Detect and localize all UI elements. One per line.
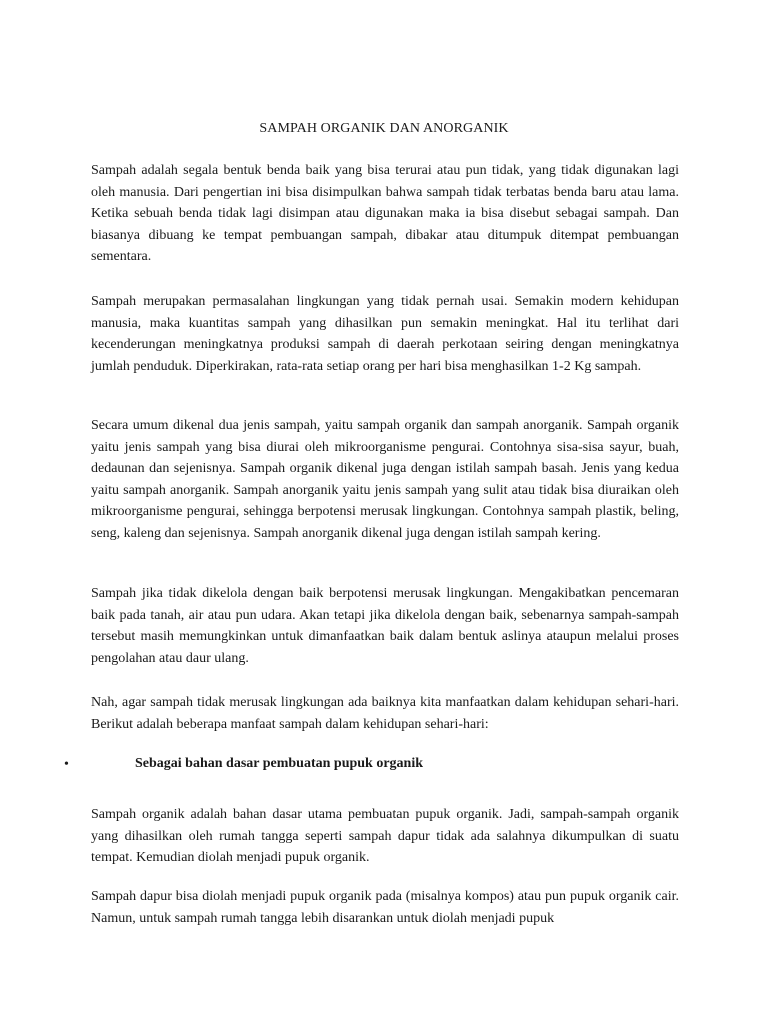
paragraph-types: Secara umum dikenal dua jenis sampah, yaitu sampah organik dan sampah anorganik. Sampah organik yaitu jenis sampah yang bisa diurai oleh mikroorganisme pengurai. Contohnya sisa-sisa sayur, buah, dedaunan dan sejenisnya. Sampah organik dikenal juga dengan istilah sampah basah. Jenis yang kedua yaitu sampah anorganik. Sampah anorganik yaitu jenis sampah yang sulit atau tidak bisa diuraikan oleh mikroorganisme pengurai, sehingga berpotensi merusak lingkungan. Contohnya sampah plastik, beling, seng, kaleng dan sejenisnya. Sampah anorganik dikenal juga dengan istilah sampah kering.	[91, 418, 679, 541]
document-title: SAMPAH ORGANIK DAN ANORGANIK	[259, 121, 509, 136]
bullet-heading: Sebagai bahan dasar pembuatan pupuk organik	[135, 756, 424, 771]
bullet-item	[64, 756, 684, 778]
paragraph-problem: Sampah merupakan permasalahan lingkungan yang tidak pernah usai. Semakin modern kehidupan manusia, maka kuantitas sampah yang dihasilkan pun semakin meningkat. Hal itu terlihat dari kecenderungan meningkatnya produksi sampah di daerah perkotaan seiring dengan meningkatnya jumlah penduduk. Diperkirakan, rata-rata setiap orang per hari bisa menghasilkan 1-2 Kg sampah.	[91, 294, 679, 374]
paragraph-organic-fertilizer: Sampah organik adalah bahan dasar utama pembuatan pupuk organik. Jadi, sampah-sampah organik yang dihasilkan oleh rumah tangga seperti sampah dapur tidak ada salahnya dikumpulkan di suatu tempat. Kemudian diolah menjadi pupuk organik.	[91, 807, 679, 865]
paragraph-management: Sampah jika tidak dikelola dengan baik berpotensi merusak lingkungan. Mengakibatkan pencemaran baik pada tanah, air atau pun udara. Akan tetapi jika dikelola dengan baik, sebenarnya sampah-sampah tersebut masih memungkinkan untuk dimanfaatkan baik dalam bentuk aslinya ataupun melalui proses pengolahan atau daur ulang.	[91, 586, 679, 666]
paragraph-kitchen-waste: Sampah dapur bisa diolah menjadi pupuk organik pada (misalnya kompos) atau pun pupuk organik cair. Namun, untuk sampah rumah tangga lebih disarankan untuk diolah menjadi pupuk	[91, 889, 679, 926]
paragraph-benefits-intro: Nah, agar sampah tidak merusak lingkungan ada baiknya kita manfaatkan dalam kehidupan sehari-hari. Berikut adalah beberapa manfaat sampah dalam kehidupan sehari-hari:	[91, 695, 679, 732]
bullet-icon: •	[64, 757, 69, 772]
paragraph-definition: Sampah adalah segala bentuk benda baik yang bisa terurai atau pun tidak, yang tidak digunakan lagi oleh manusia. Dari pengertian ini bisa disimpulkan bahwa sampah tidak terbatas benda baru atau lama. Ketika sebuah benda tidak lagi disimpan atau digunakan maka ia bisa disebut sebagai sampah. Dan biasanya dibuang ke tempat pembuangan sampah, dibakar atau ditumpuk ditempat pembuangan sementara.	[91, 163, 679, 264]
